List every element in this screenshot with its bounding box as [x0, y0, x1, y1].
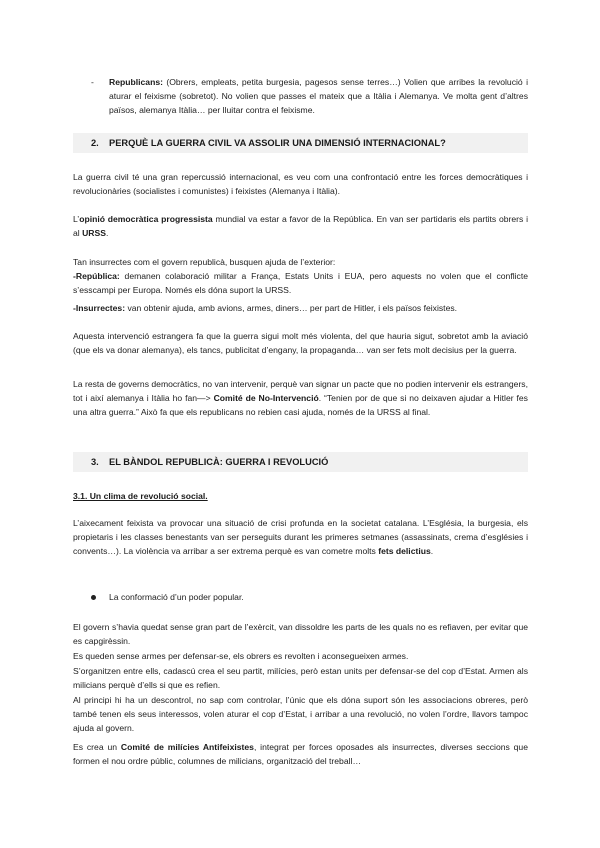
section-3-heading: 3. EL BÀNDOL REPUBLICÀ: GUERRA I REVOLUCIÓ: [73, 452, 528, 472]
section-3-paragraph-1: L’aixecament feixista va provocar una situació de crisi profunda en la societat catalana. L’Església, la burgesia, els propietaris i les classes benestants van ser perseguits durant les primeres setmanes (assassinats, crema d’esglésies i convents…). La violència va arribar a ser extrema perquè es van cometre molts fets delictius.: [73, 518, 528, 557]
section-2-heading: 2. PERQUÈ LA GUERRA CIVIL VA ASSOLIR UNA DIMENSIÓ INTERNACIONAL?: [73, 133, 528, 153]
bullet-poder-popular: La conformació d’un poder popular.: [109, 592, 244, 602]
section-2-paragraph-1: La guerra civil té una gran repercussió internacional, es veu com una confrontació entre les forces democràtiques i revolucionàries (socialistes i comunistes) i feixistes (Alemanya i Itàlia).: [73, 172, 528, 197]
republicans-label: Republicans:: [109, 77, 163, 87]
section-2-paragraph-2: L’opinió democràtica progressista mundial va estar a favor de la República. En van ser partidaris els partits obrers i al URSS.: [73, 214, 528, 239]
republicans-paragraph: Republicans: (Obrers, empleats, petita burgesia, pagesos sense terres…) Volien que arribes la revolució i aturar el feixisme (sobretot). No volien que passes el mateix que a Itàlia i Alemanya. Ve molta gent d’altres països, alemanya Itàlia… per lluitar contra el feixisme.: [109, 77, 528, 116]
section-2-paragraph-3-intro: Tan insurrectes com el govern republicà, busquen ajuda de l’exterior:: [73, 257, 336, 267]
section-3-paragraph-6: Es crea un Comité de milícies Antifeixistes, integrat per forces oposades als insurrectes, diverses seccions que formen el nou ordre públic, columnes de milicians, organització del treball…: [73, 742, 528, 767]
dash-bullet: -: [91, 77, 94, 87]
section-3-paragraph-3: Es queden sense armes per defensar-se, els obrers es revolten i aconsegueixen armes.: [73, 651, 409, 661]
section-2-paragraph-3-republica: -República: demanen colaboració militar a França, Estats Units i EUA, pero aquests no volen que el conflicte s’esscampi per Europa. Només els dóna suport la URSS.: [73, 271, 528, 296]
subsection-3-1-title: 3.1. Un clima de revolució social.: [73, 491, 208, 501]
section-2-paragraph-3-insurrectes: -Insurrectes: van obtenir ajuda, amb avions, armes, diners… per part de Hitler, i els països feixistes.: [73, 303, 458, 313]
bullet-dot: [91, 595, 96, 600]
section-2-paragraph-4: Aquesta intervenció estrangera fa que la guerra sigui molt més violenta, del que hauria sigut, sobretot amb la aviació (que els va donar alemanya), els tancs, publicitat d’engany, la propaganda… van ser fets molt decisius per la guerra.: [73, 331, 528, 356]
section-2-paragraph-5: La resta de governs democràtics, no van intervenir, perquè van signar un pacte que no podien intervenir els estrangers, tot i així alemanya i Itàlia ho fan—> Comité de No-Intervenció. “Tenien por de que si no deixaven ajudar a Hitler fes una altra guerra.” Això fa que els republicans no rebien casi ajuda, només de la URSS al final.: [73, 379, 528, 418]
section-3-paragraph-2: El govern s’havia quedat sense gran part de l’exèrcit, van dissoldre les parts de les quals no es refiaven, per evitar que es capgirèssin.: [73, 622, 528, 647]
section-3-paragraph-4: S’organitzen entre ells, cadascú crea el seu partit, milícies, però estan units per defensar-se del cop d’Estat. Armen als milicians perquè d’ells si que es refien.: [73, 666, 528, 691]
section-3-paragraph-5: Al principi hi ha un descontrol, no sap com controlar, l’únic que els dóna suport són les associacions obreres, però també tenen els seus interessos, volen aturar el cop d’Estat, i arribar a una revolució, no volen l’ordre, llavors tampoc ajuda al govern.: [73, 695, 528, 734]
